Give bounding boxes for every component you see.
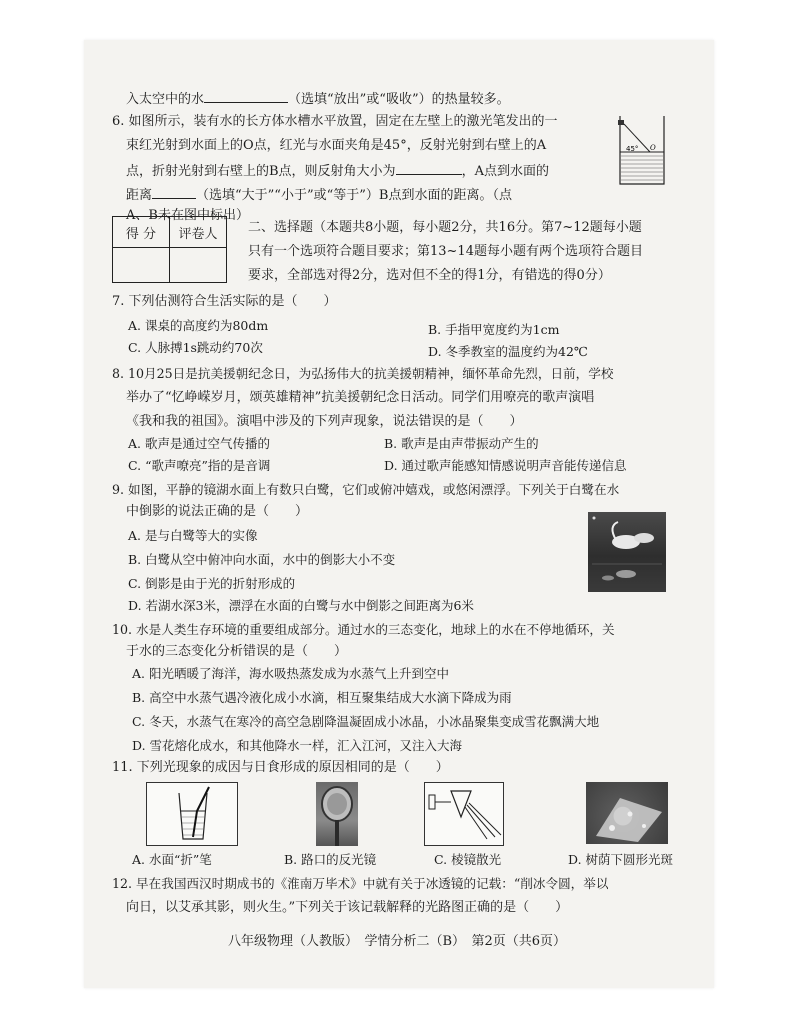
figure-a-glass <box>146 782 238 846</box>
score-header: 得 分 <box>113 217 170 248</box>
q9-option-d: D. 若湖水深3米，漂浮在水面的白鹭与水中倒影之间距离为6米 <box>128 598 474 613</box>
q5-text: 入太空中的水 <box>126 92 205 107</box>
q6-line: 6. 如图所示，装有水的长方体水槽水平放置，固定在左壁上的激光笔发出的一 <box>112 114 558 129</box>
q8-option-d: D. 通过歌声能感知情感说明声音能传递信息 <box>384 458 627 473</box>
figure-c-prism <box>424 782 504 846</box>
q7-option-a: A. 课桌的高度约为80dm <box>128 318 269 333</box>
q7-stem: 7. 下列估测符合生活实际的是（ ） <box>112 294 337 309</box>
q8-option-c: C. “歌声嘹亮”指的是音调 <box>128 458 271 473</box>
q11-option-d: D. 树荫下圆形光斑 <box>568 852 674 867</box>
q10-option-a: A. 阳光晒暖了海洋，海水吸热蒸发成为水蒸气上升到空中 <box>132 666 449 681</box>
answer-blank <box>152 184 196 199</box>
point-o-label: O <box>650 144 656 152</box>
q6-text: 点，折射光射到右壁上的B点，则反射角大小为 <box>126 164 396 179</box>
figure-d-light-spots <box>586 782 668 844</box>
q6-text: （选填“大于”“小于”或“等于”）B点到水面的距离。（点 <box>196 188 512 203</box>
q7-option-c: C. 人脉搏1s跳动约70次 <box>128 340 263 355</box>
q9-line: 9. 如图，平静的镜湖水面上有数只白鹭，它们或俯冲嬉戏，或悠闲漂浮。下列关于白鹭在水 <box>112 482 620 497</box>
q7-option-d: D. 冬季教室的温度约为42℃ <box>428 344 588 359</box>
q8-line: 举办了“忆峥嵘岁月，颂英雄精神”抗美援朝纪念日活动。同学们用嘹亮的歌声演唱 <box>126 390 595 405</box>
q6-text: ，A点到水面的 <box>461 164 549 179</box>
section-rule: 只有一个选项符合题目要求；第13~14题每小题有两个选项符合题目 <box>248 244 643 259</box>
q12-line: 向日，以艾承其影，则火生。”下列关于该记载解释的光路图正确的是（ ） <box>126 900 569 915</box>
score-cell <box>113 248 170 283</box>
q9-option-c: C. 倒影是由于光的折射形成的 <box>128 576 296 591</box>
q6-line: 束红光射到水面上的O点，红光与水面夹角是45°，反射光射到右壁上的A <box>126 138 547 153</box>
q10-option-b: B. 高空中水蒸气遇冷液化成小水滴，相互聚集结成大水滴下降成为雨 <box>132 690 512 705</box>
q10-line: 于水的三态变化分析错误的是（ ） <box>126 644 348 659</box>
angle-label: 45° <box>626 145 639 153</box>
q8-line: 《我和我的祖国》。演唱中涉及的下列声现象，说法错误的是（ ） <box>126 414 523 429</box>
water-hatching <box>621 156 663 180</box>
q7-option-b: B. 手指甲宽度约为1cm <box>428 322 560 337</box>
q11-stem: 11. 下列光现象的成因与日食形成的原因相同的是（ ） <box>112 760 449 775</box>
q11-option-a: A. 水面“折”笔 <box>132 852 212 867</box>
q10-option-c: C. 冬天，水蒸气在寒冷的高空急剧降温凝固成小冰晶，小冰晶聚集变成雪花飘满大地 <box>132 714 600 729</box>
q9-option-a: A. 是与白鹭等大的实像 <box>128 528 258 543</box>
q12-line: 12. 早在我国西汉时期成书的《淮南万毕术》中就有关于冰透镜的记载：“削冰令圆，举以 <box>112 876 609 891</box>
q10-line: 10. 水是人类生存环境的重要组成部分。通过水的三态变化，地球上的水在不停地循环，关 <box>112 622 615 637</box>
q11-option-b: B. 路口的反光镜 <box>284 852 377 867</box>
q6-line <box>126 160 549 182</box>
grader-header: 评卷人 <box>170 217 227 248</box>
water-tank-figure <box>616 112 668 188</box>
egret-image <box>588 512 666 592</box>
q5-text: （选填“放出”或“吸收”）的热量较多。 <box>288 92 510 107</box>
egret-photo <box>588 512 666 592</box>
figure-b-mirror <box>316 782 358 846</box>
section-title: 二、选择题（本题共8小题，每小题2分，共16分。第7~12题每小题 <box>248 220 642 235</box>
page-footer: 八年级物理（人教版） 学情分析二（B） 第2页（共6页） <box>227 934 567 949</box>
grader-cell <box>170 248 227 283</box>
q5-tail <box>126 88 510 110</box>
score-table <box>112 216 227 283</box>
laser-pen <box>618 120 624 125</box>
q9-option-b: B. 白鹭从空中俯冲向水面，水中的倒影大小不变 <box>128 552 396 567</box>
q9-line: 中倒影的说法正确的是（ ） <box>126 504 309 519</box>
q8-option-a: A. 歌声是通过空气传播的 <box>128 436 270 451</box>
answer-blank <box>396 160 462 175</box>
q6-line: A、B未在图中标出） <box>126 208 249 223</box>
q8-line: 8. 10月25日是抗美援朝纪念日，为弘扬伟大的抗美援朝精神，缅怀革命先烈，日前，学校 <box>112 366 614 381</box>
q8-option-b: B. 歌声是由声带振动产生的 <box>384 436 539 451</box>
q6-line <box>126 184 512 206</box>
section-rule: 要求，全部选对得2分，选对但不全的得1分，有错选的得0分） <box>248 268 611 283</box>
q11-option-c: C. 棱镜散光 <box>434 852 502 867</box>
q10-option-d: D. 雪花熔化成水，和其他降水一样，汇入江河，又注入大海 <box>132 738 463 753</box>
answer-blank <box>204 88 288 103</box>
q6-text: 距离 <box>126 188 153 203</box>
